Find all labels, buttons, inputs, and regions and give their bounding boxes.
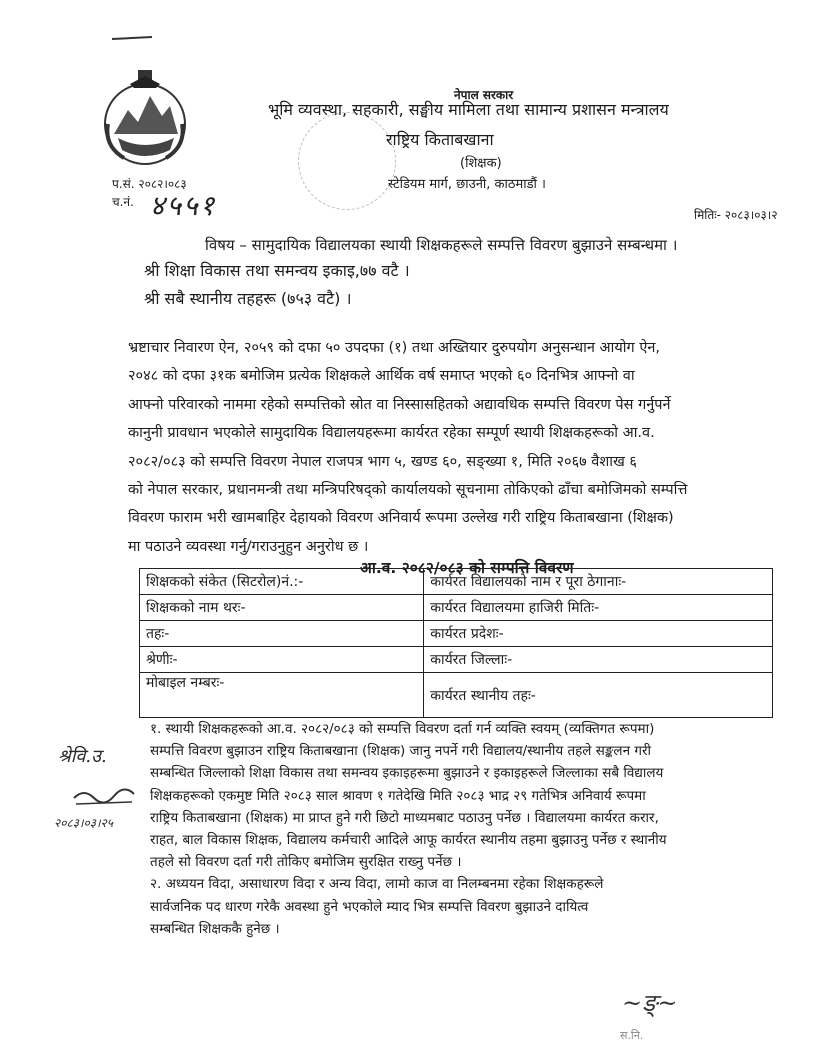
addressee-1: श्री शिक्षा विकास तथा समन्वय इकाइ,७७ वटै । [144, 261, 410, 280]
table-cell: कार्यरत स्थानीय तहः- [424, 673, 773, 718]
addressee-2: श्री सबै स्थानीय तहहरू (७५३ वटै) । [144, 289, 352, 308]
subject-line: विषय – सामुदायिक विद्यालयका स्थायी शिक्षकहरूले सम्पत्ति विवरण बुझाउने सम्बन्धमा । [205, 236, 678, 254]
handwritten-note: श्रेवि.उ. [58, 746, 107, 767]
handwritten-scribble [70, 784, 140, 808]
patra-sankhya: प.सं. २०८२।०८३ [112, 177, 187, 191]
instruction-line: सम्बन्धित जिल्लाको शिक्षा विकास तथा समन्वय इकाइहरूमा बुझाउने र इकाइहरूले जिल्लाका सबै विद्यालय [150, 765, 664, 782]
body-line: विवरण फाराम भरी खामबाहिर देहायको विवरण अनिवार्य रूपमा उल्लेख गरी राष्ट्रिय किताबखाना (शिक्षक) [128, 510, 674, 527]
instruction-line: १. स्थायी शिक्षकहरूको आ.व. २०८२/०८३ को सम्पत्ति विवरण दर्ता गर्न व्यक्ति स्वयम् (व्यक्तिगत रूपमा) [150, 721, 655, 737]
table-row [140, 621, 773, 647]
letter-date: मितिः- २०८३।०३।२ [694, 208, 778, 222]
scan-mark [112, 36, 152, 40]
instructions-list [150, 718, 790, 940]
table-row [140, 569, 773, 595]
signature-caption: स.नि. [620, 1029, 644, 1042]
instruction-line: राष्ट्रिय किताबखाना (शिक्षक) मा प्राप्त हुने गरी छिटो माध्यमबाट पठाउनु पर्नेछ । विद्यालयमा कार्यरत करार, [150, 809, 659, 826]
nepal-emblem-icon [100, 66, 190, 168]
ministry-name: भूमि व्यवस्था, सहकारी, सङ्घीय मामिला तथा सामान्य प्रशासन मन्त्रालय [268, 100, 669, 119]
chalani-label: च.नं. [112, 195, 134, 209]
body-line: को नेपाल सरकार, प्रधानमन्त्री तथा मन्त्रिपरिषद्को कार्यालयको सूचनामा तोकिएको ढाँचा बमोजिमको सम्पत्ति [128, 482, 688, 499]
body-line: मा पठाउने व्यवस्था गर्नु/गराउनुहुन अनुरोध छ । [128, 538, 369, 555]
chalani-number: ४५५१ [150, 189, 217, 222]
instruction-line: २. अध्ययन विदा, असाधारण विदा र अन्य विदा, लामो काज वा निलम्बनमा रहेका शिक्षकहरूले [150, 876, 604, 893]
instruction-line: सम्पत्ति विवरण बुझाउन राष्ट्रिय किताबखाना (शिक्षक) जानु नपर्ने गरी विद्यालय/स्थानीय तहले सङ्कलन गरी [150, 743, 651, 760]
table-title: आ.व. २०८२/०८३ को सम्पत्ति विवरण [360, 559, 574, 577]
instruction-line: तहले सो विवरण दर्ता गरी तोकिए बमोजिम सुरक्षित राख्नु पर्नेछ । [150, 854, 462, 871]
table-cell: कार्यरत जिल्लाः- [424, 647, 773, 673]
table-cell: कार्यरत प्रदेशः- [424, 621, 773, 647]
table-row [140, 595, 773, 621]
table-cell: कार्यरत विद्यालयको नाम र पूरा ठेगानाः- [424, 569, 773, 595]
table-cell: मोबाइल नम्बरः- [140, 673, 424, 718]
office-address: स्टेडियम मार्ग, छाउनी, काठमाडौं । [388, 177, 546, 192]
instruction-line: राहत, बाल विकास शिक्षक, विद्यालय कर्मचारी आदिले आफू कार्यरत स्थानीय तहमा बुझाउनु पर्नेछ र स्थानीय [150, 832, 667, 849]
office-stamp [298, 112, 396, 210]
body-line: आफ्नो परिवारको नाममा रहेको सम्पत्तिको स्रोत वा निस्सासहितको अद्यावधिक सम्पत्ति विवरण पेस गर्नुपर्ने [128, 396, 671, 413]
table-cell: कार्यरत विद्यालयमा हाजिरी मितिः- [424, 595, 773, 621]
table-cell: शिक्षकको नाम थरः- [140, 595, 424, 621]
instruction-line: सम्बन्धित शिक्षककै हुनेछ । [150, 920, 280, 937]
instruction-line: शिक्षकहरूको एकमुष्ट मिति २०८३ साल श्रावण १ गतेदेखि मिति २०८३ भाद्र २९ गतेभित्र अनिवार्य रूपमा [150, 787, 646, 804]
body-line: २०८२/०८३ को सम्पत्ति विवरण नेपाल राजपत्र भाग ५, खण्ड ६०, सङ्ख्या १, मिति २०६७ वैशाख ६ [128, 453, 637, 470]
body-line: कानुनी प्रावधान भएकोले सामुदायिक विद्यालयहरूमा कार्यरत रहेका सम्पूर्ण स्थायी शिक्षकहरूको आ.व. [128, 425, 655, 442]
handwritten-date: २०८३।०३।२५ [54, 816, 114, 830]
government-name: नेपाल सरकार [454, 88, 514, 102]
table-cell: श्रेणीः- [140, 647, 424, 673]
body-line: भ्रष्टाचार निवारण ऐन, २०५९ को दफा ५० उपदफा (१) तथा अख्तियार दुरुपयोग अनुसन्धान आयोग ऐन, [128, 340, 660, 356]
table-cell: तहः- [140, 621, 424, 647]
table-row [140, 647, 773, 673]
signature: ~ङ्~ [622, 989, 678, 1017]
body-paragraph [128, 334, 804, 561]
asset-details-table [139, 568, 773, 718]
instruction-line: सार्वजनिक पद धारण गरेकै अवस्था हुने भएकोले म्याद भित्र सम्पत्ति विवरण बुझाउने दायित्व [150, 898, 589, 915]
table-row [140, 673, 773, 718]
office-section: (शिक्षक) [460, 156, 502, 171]
table-cell: शिक्षकको संकेत (सिटरोल)नं.:- [140, 569, 424, 595]
office-name: राष्ट्रिय किताबखाना [386, 130, 494, 149]
body-line: २०४८ को दफा ३१क बमोजिम प्रत्येक शिक्षकले आर्थिक वर्ष समाप्त भएको ६० दिनभित्र आफ्नो वा [128, 368, 635, 385]
